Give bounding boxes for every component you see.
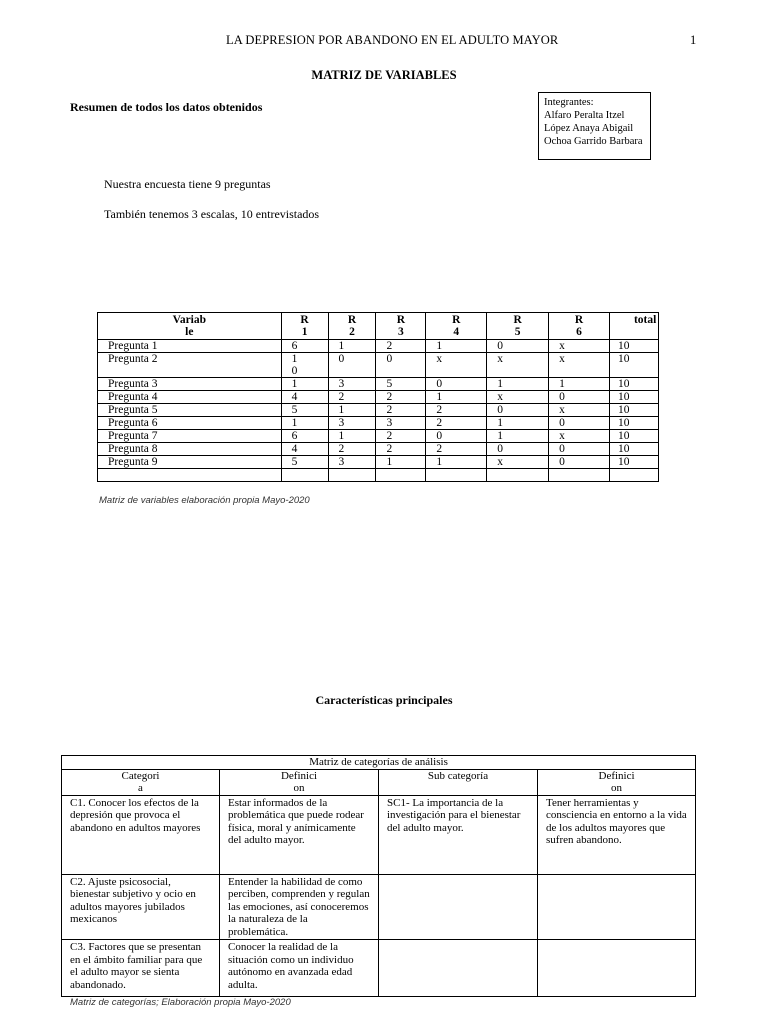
- response-cell: 0: [549, 456, 610, 469]
- response-cell: 1: [281, 378, 328, 391]
- header-definicion-2: Definici on: [538, 769, 696, 795]
- running-header: LA DEPRESION POR ABANDONO EN EL ADULTO MAYOR: [226, 33, 559, 47]
- categories-table-caption: Matriz de categorías; Elaboración propia Mayo-2020: [70, 997, 291, 1008]
- definition-cell: Conocer la realidad de la situación como un individuo autónomo en avanzada edad adulta.: [220, 940, 379, 997]
- response-cell: 4: [281, 443, 328, 456]
- response-cell: 3: [328, 417, 376, 430]
- response-cell: x: [549, 353, 610, 378]
- response-cell: 2: [426, 417, 487, 430]
- response-cell: 2: [426, 443, 487, 456]
- table-row: [98, 404, 659, 417]
- total-cell: 10: [609, 456, 658, 469]
- document-title: MATRIZ DE VARIABLES: [311, 68, 457, 82]
- question-label: Pregunta 2: [98, 353, 282, 378]
- section-title: Características principales: [315, 693, 453, 707]
- header-total: total: [609, 313, 658, 340]
- response-cell: 0: [426, 430, 487, 443]
- response-cell: 1: [426, 456, 487, 469]
- response-cell: 1: [328, 430, 376, 443]
- question-label: Pregunta 1: [98, 340, 282, 353]
- response-cell: 2: [376, 430, 426, 443]
- response-cell: x: [487, 456, 549, 469]
- subcategory-cell: SC1- La importancia de la investigación para el bienestar del adulto mayor.: [379, 795, 538, 874]
- total-cell: 10: [609, 404, 658, 417]
- response-cell: 1: [376, 456, 426, 469]
- table-row: [98, 430, 659, 443]
- response-cell: 2: [426, 404, 487, 417]
- header-r3: R 3: [376, 313, 426, 340]
- header-variable: Variab le: [98, 313, 282, 340]
- definition-cell: Entender la habilidad de como perciben, comprenden y regulan las emociones, así conoceremos la naturaleza de la problemática.: [220, 874, 379, 940]
- table-row: [62, 795, 696, 874]
- question-label: Pregunta 4: [98, 391, 282, 404]
- question-label: Pregunta 3: [98, 378, 282, 391]
- header-categoria: Categori a: [62, 769, 220, 795]
- question-label: Pregunta 6: [98, 417, 282, 430]
- header-subcategoria: Sub categoría: [379, 769, 538, 795]
- summary-heading: Resumen de todos los datos obtenidos: [70, 100, 263, 114]
- header-r6: R 6: [549, 313, 610, 340]
- response-cell: 2: [328, 443, 376, 456]
- member-name: Alfaro Peralta Itzel: [544, 110, 625, 121]
- table-row: [98, 353, 659, 378]
- table-row: [98, 443, 659, 456]
- response-cell: 1: [487, 417, 549, 430]
- response-cell: 5: [281, 456, 328, 469]
- intro-line-questions: Nuestra encuesta tiene 9 preguntas: [104, 177, 271, 191]
- response-cell: 2: [376, 404, 426, 417]
- response-cell: 2: [328, 391, 376, 404]
- header-r2: R 2: [328, 313, 376, 340]
- total-cell: 10: [609, 443, 658, 456]
- variables-table-caption: Matriz de variables elaboración propia Mayo-2020: [99, 495, 310, 506]
- response-cell: 6: [281, 340, 328, 353]
- question-label: Pregunta 7: [98, 430, 282, 443]
- response-cell: 0: [426, 378, 487, 391]
- subcategory-cell: [379, 940, 538, 997]
- table-row: [98, 456, 659, 469]
- page-number: 1: [690, 33, 697, 47]
- response-cell: 5: [376, 378, 426, 391]
- total-cell: 10: [609, 353, 658, 378]
- table-row: [62, 874, 696, 940]
- table-row: [98, 340, 659, 353]
- response-cell: 0: [549, 417, 610, 430]
- table-row-empty: [98, 469, 659, 482]
- member-name: Ochoa Garrido Barbara: [544, 136, 643, 147]
- response-cell: 3: [328, 378, 376, 391]
- response-cell: 3: [376, 417, 426, 430]
- response-cell: 1: [426, 391, 487, 404]
- total-cell: 10: [609, 340, 658, 353]
- response-cell: x: [487, 391, 549, 404]
- response-cell: 0: [487, 443, 549, 456]
- response-cell: 1: [426, 340, 487, 353]
- definition-cell: [538, 940, 696, 997]
- response-cell: 1: [487, 430, 549, 443]
- definition-cell: Tener herramientas y consciencia en entorno a la vida de los adultos mayores que sufren abandono.: [538, 795, 696, 874]
- response-cell: 1: [549, 378, 610, 391]
- table-row: [62, 940, 696, 997]
- category-cell: C3. Factores que se presentan en el ámbito familiar para que el adulto mayor se sienta abandonado.: [62, 940, 220, 997]
- response-cell: 2: [376, 391, 426, 404]
- categories-caption-row: [62, 756, 696, 770]
- table-row: [98, 391, 659, 404]
- response-cell: 0: [549, 443, 610, 456]
- response-cell: x: [487, 353, 549, 378]
- members-box: [538, 92, 651, 160]
- table-row: [98, 417, 659, 430]
- question-label: Pregunta 5: [98, 404, 282, 417]
- response-cell: 1 0: [281, 353, 328, 378]
- response-cell: 0: [328, 353, 376, 378]
- response-cell: 0: [376, 353, 426, 378]
- total-cell: 10: [609, 430, 658, 443]
- header-r5: R 5: [487, 313, 549, 340]
- response-cell: x: [426, 353, 487, 378]
- question-label: Pregunta 8: [98, 443, 282, 456]
- response-cell: 1: [328, 404, 376, 417]
- category-cell: C2. Ajuste psicosocial, bienestar subjetivo y ocio en adultos mayores jubilados mexicanos: [62, 874, 220, 940]
- categories-table: [61, 755, 696, 997]
- categories-table-title: Matriz de categorías de análisis: [62, 756, 696, 770]
- response-cell: 0: [549, 391, 610, 404]
- total-cell: 10: [609, 378, 658, 391]
- question-label: Pregunta 9: [98, 456, 282, 469]
- members-label: Integrantes:: [544, 97, 594, 108]
- definition-cell: Estar informados de la problemática que puede rodear física, moral y anímicamente del adulto mayor.: [220, 795, 379, 874]
- response-cell: x: [549, 430, 610, 443]
- header-definicion: Definici on: [220, 769, 379, 795]
- header-r4: R 4: [426, 313, 487, 340]
- intro-line-scales: También tenemos 3 escalas, 10 entrevistados: [104, 207, 320, 221]
- table-row: [98, 378, 659, 391]
- response-cell: x: [549, 404, 610, 417]
- subcategory-cell: [379, 874, 538, 940]
- response-cell: 2: [376, 340, 426, 353]
- response-cell: 0: [487, 340, 549, 353]
- response-cell: 1: [487, 378, 549, 391]
- variables-header-row: [98, 313, 659, 340]
- response-cell: 5: [281, 404, 328, 417]
- total-cell: 10: [609, 391, 658, 404]
- response-cell: 2: [376, 443, 426, 456]
- response-cell: 1: [328, 340, 376, 353]
- response-cell: 3: [328, 456, 376, 469]
- member-name: López Anaya Abigail: [544, 123, 634, 134]
- category-cell: C1. Conocer los efectos de la depresión que provoca el abandono en adultos mayores: [62, 795, 220, 874]
- header-r1: R 1: [281, 313, 328, 340]
- response-cell: 1: [281, 417, 328, 430]
- response-cell: 6: [281, 430, 328, 443]
- variables-table: [97, 312, 659, 482]
- total-cell: 10: [609, 417, 658, 430]
- definition-cell: [538, 874, 696, 940]
- response-cell: 0: [487, 404, 549, 417]
- response-cell: 4: [281, 391, 328, 404]
- response-cell: x: [549, 340, 610, 353]
- categories-header-row: [62, 769, 696, 795]
